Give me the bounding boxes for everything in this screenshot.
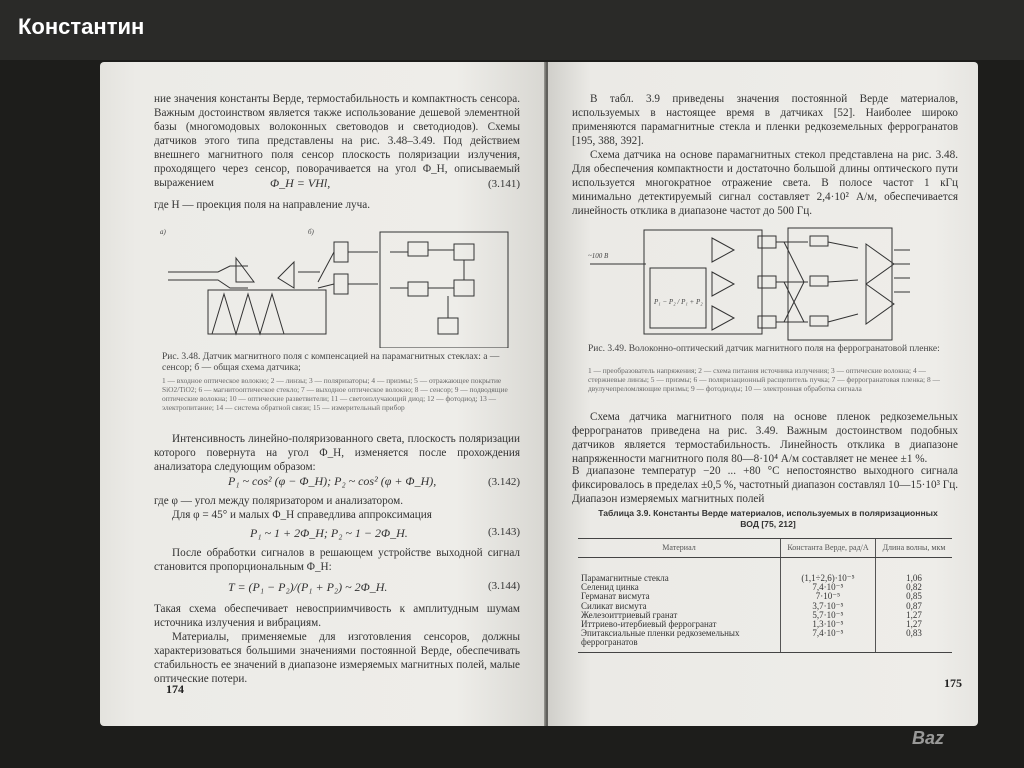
right-paragraph-4: В диапазоне температур −20 ... +80 °С непостоянство выходного сигнала фиксировалось в пределах ±0,5 %, частотный диапазон составлял 10—15·10³ Гц. Диапазон измеряемых магнитных полей <box>572 465 958 505</box>
table-cell-material: Иттриево-итербиевый феррогранат <box>581 619 717 630</box>
table-cell-verdet: (1,1÷2,6)·10⁻⁵ <box>781 558 876 584</box>
seller-name: Константин <box>18 14 145 39</box>
led-block <box>334 242 348 262</box>
amplifiers <box>712 238 734 330</box>
table-cell-wavelength: 0,85 <box>876 592 953 601</box>
diode-2 <box>758 276 776 288</box>
figure-3-49 <box>588 224 948 342</box>
ferrogarnet-prisms <box>866 244 894 324</box>
indicator-15 <box>454 244 474 260</box>
table-cell-wavelength: 0,87 <box>876 602 953 611</box>
right-paragraph-2: Схема датчика на основе парамагнитных стекол представлена на рис. 3.48. Для обеспечения компактности и достаточно большой длины оптического пути используется многократное отражение света. В полосе частот 1 кГц минимально детектируемый сигнал составляет 2,4·10² А/м, обеспечивается линейность отклика в диапазоне частот до 500 Гц. <box>572 149 958 217</box>
figure-3-49-legend: 1 — преобразователь напряжения; 2 — схема питания источника излучения; 3 — оптические волокна; 4 — стержневые линзы; 5 — призмы; 6 — поляризационный расщепитель пучка; 7 — феррогранатовая пленка; 8 — двулучепреломляющие призмы; 9 — фотодиоды; 10 — электронная обработка сигнала <box>588 366 940 393</box>
open-book <box>96 62 988 726</box>
table-cell-material: Селенид цинка <box>581 582 639 593</box>
formula-3-141: Φ_H = VHl, <box>270 176 331 190</box>
lens-3 <box>810 316 828 326</box>
fiber-bundle <box>776 242 808 322</box>
table-row <box>578 558 952 584</box>
photodiode-block <box>334 274 348 294</box>
left-paragraph-4: где φ — угол между поляризатором и анализатором. <box>154 495 403 507</box>
electronics-frame <box>644 230 762 334</box>
table-cell-material: Силикат висмута <box>581 600 647 611</box>
header-bar <box>0 0 1024 60</box>
figure-input-label: ~100 В <box>588 252 609 260</box>
figure-3-48 <box>158 222 524 348</box>
table-3-9-title: Таблица 3.9. Константы Верде материалов, используемых в поляризационных ВОД [75, 212] <box>598 508 938 529</box>
equation-number-3-144: (3.144) <box>488 580 521 592</box>
left-paragraph-5: Для φ = 45° и малых Φ_H справедлива аппроксимация <box>172 509 432 521</box>
table-cell-wavelength: 1,06 <box>876 558 953 584</box>
column-header-wavelength: Длина волны, мкм <box>876 539 953 558</box>
table-cell-material: Парамагнитные стекла <box>581 573 669 583</box>
right-paragraph-3: Схема датчика магнитного поля на основе пленок редкоземельных феррогранатов приведена на рис. 3.49. Важным достоинством подобных датчиков является термостабильность. Линейность отклика в диапазоне напряженности магнитного поля 80—8·10⁴ А/м составляет не менее ±1 %. <box>572 411 958 465</box>
equation-number-3-142: (3.142) <box>488 476 521 488</box>
left-page <box>100 62 546 726</box>
figure-3-48-caption: Рис. 3.48. Датчик магнитного поля с компенсацией на парамагнитных стеклах: а — сенсор; б — общая схема датчика; <box>162 352 500 373</box>
amplifier-1 <box>408 242 428 256</box>
figure-3-48-legend: 1 — входное оптическое волокно; 2 — линзы; 3 — поляризаторы; 4 — призмы; 5 — отражающее покрытие SiO2/TiO2; 6 — магнитооптическое стекло; 7 — выходное оптическое волокно; 8 — сенсор; 9 — подводящие оптические волокна; 10 — оптические разветвители; 11 — светоизлучающий диод; 12 — фотодиод; 13 — электропитание; 14 — система обратной связи; 15 — измерительный прибор <box>162 376 508 412</box>
table-cell-material: Эпитаксиальные пленки редкоземельных феррогранатов <box>578 629 781 652</box>
table-cell-verdet: 7,4·10⁻⁵ <box>781 583 876 592</box>
formula-3-143: P₁ ~ 1 + 2Φ_H; P₂ ~ 1 − 2Φ_H. <box>250 526 408 540</box>
amplifier-2 <box>408 282 428 296</box>
table-cell-wavelength: 1,27 <box>876 611 953 620</box>
processing-formula: P₁ − P₂ / P₁ + P₂ <box>654 298 703 306</box>
lens-1 <box>810 236 828 246</box>
column-header-material: Материал <box>578 539 781 558</box>
power-13 <box>438 318 458 334</box>
left-paragraph-6: После обработки сигналов в решающем устройстве выходной сигнал становится пропорциональным Φ_H: <box>154 547 520 573</box>
watermark-logo: Baz <box>912 728 945 748</box>
left-paragraph-3: Интенсивность линейно-поляризованного света, плоскость поляризации которого повернута на угол Φ_H, изменяется после прохождения анализатора следующим образом: <box>154 433 520 473</box>
table-cell-verdet: 7·10⁻⁵ <box>781 592 876 601</box>
table-row <box>578 629 952 652</box>
equation-number-3-143: (3.143) <box>488 526 521 538</box>
output-labels <box>894 250 910 292</box>
column-header-verdet-constant: Константа Верде, рад/А <box>781 539 876 558</box>
beam-lines <box>828 242 858 322</box>
page-number-left: 174 <box>166 682 184 696</box>
table-cell-verdet: 1,3·10⁻⁵ <box>781 620 876 629</box>
left-paragraph-1: ние значения константы Верде, термостабильность и компактность сенсора. Важным достоинством является также использование дешевой элементной базы (многомодовых волоконных световодов и светодиодов). Схемы датчиков этого типа представлены на рис. 3.48–3.49. Под действием внешнего магнитного поля сенсор плоскость поляризации излучения, проходящего через сенсор, поворачивается на угол Φ_H, описываемый выражением <box>154 93 520 189</box>
left-paragraph-8: Материалы, применяемые для изготовления сенсоров, должны характеризоваться большими значениями постоянной Верде, обеспечивать стабильность ее значений в диапазоне измеряемых магнитных полей, малые оптические потери. <box>154 631 520 685</box>
verdet-constants-table <box>578 538 952 653</box>
formula-3-144: T = (P₁ − P₂)/(P₁ + P₂) ~ 2Φ_H. <box>228 580 388 594</box>
right-paragraph-1: В табл. 3.9 приведены значения постоянной Верде материалов, используемых в настоящее время в датчиках [52]. Наиболее широко применяются парамагнитные стекла и пленки редкоземельных феррогранатов [195, 388, 392]. <box>572 93 958 147</box>
table-cell-material: Железоиттриевый гранат <box>581 609 678 620</box>
figure-label-b: б) <box>308 228 314 236</box>
prism-2 <box>278 262 320 288</box>
table-cell-verdet: 3,7·10⁻⁵ <box>781 602 876 611</box>
feedback-14 <box>454 280 474 296</box>
circuit-links <box>390 250 464 318</box>
prism-1 <box>236 258 254 282</box>
table-cell-verdet: 7,4·10⁻⁵ <box>781 629 876 652</box>
left-paragraph-7: Такая схема обеспечивает невосприимчивость к амплитудным шумам источника излучения и вибрациям. <box>154 603 520 629</box>
diode-1 <box>758 236 776 248</box>
formula-3-142: P₁ ~ cos² (φ − Φ_H); P₂ ~ cos² (φ + Φ_H), <box>228 474 437 488</box>
figure-3-49-caption: Рис. 3.49. Волоконно-оптический датчик магнитного поля на феррогранатовой пленке: <box>588 344 940 354</box>
table-cell-verdet: 5,7·10⁻⁵ <box>781 611 876 620</box>
equation-number-3-141: (3.141) <box>488 178 521 190</box>
right-page <box>548 62 978 726</box>
page-number-right: 175 <box>944 676 962 690</box>
table-header-row <box>578 539 952 558</box>
figure-label-a: а) <box>160 228 166 236</box>
table-cell-material: Германат висмута <box>581 591 650 602</box>
table-cell-wavelength: 1,27 <box>876 620 953 629</box>
left-paragraph-2: где H — проекция поля на направление луча. <box>154 199 371 211</box>
lens-2 <box>810 276 828 286</box>
electronics-block <box>380 232 508 348</box>
diode-3 <box>758 316 776 328</box>
reflection-path <box>212 294 284 334</box>
table-cell-wavelength: 0,83 <box>876 629 953 652</box>
table-cell-wavelength: 0,82 <box>876 583 953 592</box>
